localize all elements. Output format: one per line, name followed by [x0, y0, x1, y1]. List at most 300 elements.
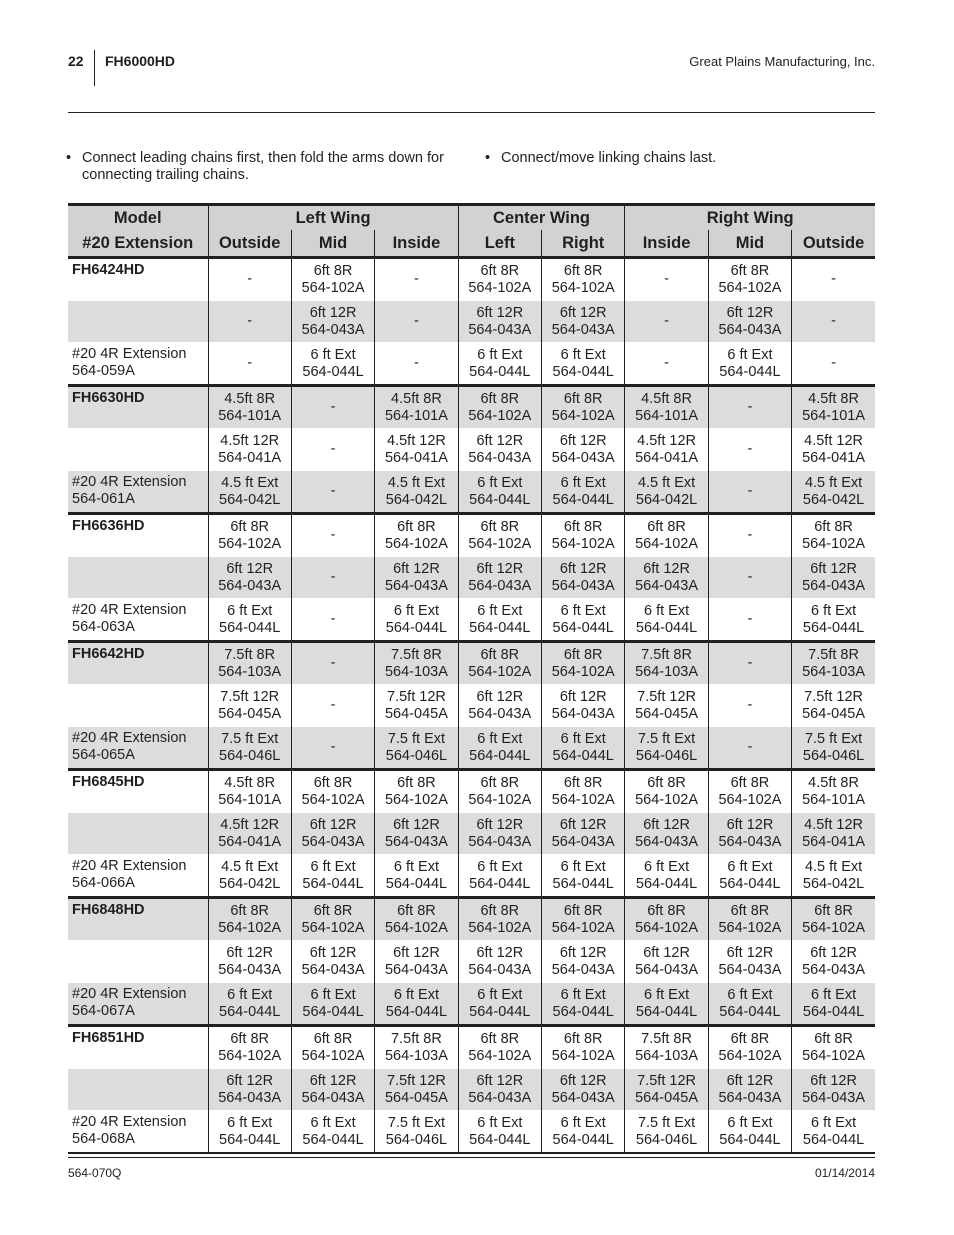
table-cell [625, 1069, 708, 1111]
model-name-cell: FH6851HD [68, 1026, 208, 1069]
table-cell [542, 258, 625, 301]
cell-line: 6ft 12R [810, 1072, 857, 1089]
cell-line: 6 ft Ext [477, 986, 523, 1003]
table-cell [375, 1026, 458, 1069]
cell-line: 564-044L [552, 747, 614, 764]
table-cell [208, 1111, 291, 1154]
cell-line: 564-103A [218, 663, 282, 680]
table-cell [458, 898, 541, 941]
cell-line: 6 ft Ext [560, 346, 606, 363]
cell-line: 7.5ft 8R [808, 646, 859, 663]
bullet-text: Connect/move linking chains last. [501, 150, 717, 166]
table-cell [625, 941, 708, 983]
table-row [68, 301, 875, 343]
table-cell [542, 898, 625, 941]
table-cell [625, 727, 708, 770]
table-cell [542, 770, 625, 813]
footer-rule [68, 1157, 875, 1158]
cell-line: 6ft 12R [309, 944, 357, 961]
extension-cell: #20 4R Extension 564-067A [68, 983, 208, 1026]
cell-line: - [247, 313, 253, 329]
cell-line: 6ft 12R [476, 688, 524, 705]
cell-line: - [330, 655, 336, 671]
cell-line: 6ft 12R [393, 944, 440, 961]
cell-line: - [831, 355, 836, 371]
cell-line: 564-044L [552, 363, 614, 380]
page-number: 22 [68, 53, 84, 69]
cell-line: 6ft 8R [730, 774, 770, 791]
cell-line: 6ft 8R [730, 902, 770, 919]
cell-line: 564-043A [551, 705, 615, 722]
cell-line: 6 ft Ext [227, 986, 273, 1003]
cell-line: 6ft 12R [559, 432, 607, 449]
cell-line: 564-102A [635, 535, 698, 552]
cell-line: 6ft 12R [810, 560, 857, 577]
cell-line: 6ft 12R [309, 304, 357, 321]
cell-line: 564-041A [218, 449, 282, 466]
table-cell [625, 1026, 708, 1069]
cell-line: 6 ft Ext [477, 602, 523, 619]
cell-line: 564-044L [469, 1131, 531, 1148]
cell-line: 6 ft Ext [643, 858, 690, 875]
cell-line: 564-044L [802, 1131, 865, 1148]
model-name-cell: FH6848HD [68, 898, 208, 941]
table-cell [375, 813, 458, 855]
extension-cell [68, 813, 208, 855]
table-row [68, 855, 875, 898]
table-row [68, 941, 875, 983]
table-cell [542, 1069, 625, 1111]
cell-line: 564-046L [635, 1131, 698, 1148]
table-cell [625, 301, 708, 343]
cell-line: 564-043A [384, 961, 448, 978]
extension-cell: #20 4R Extension 564-063A [68, 599, 208, 642]
model-name-cell: FH6636HD [68, 514, 208, 557]
cell-line: 6ft 8R [563, 646, 603, 663]
cell-line: 564-043A [468, 833, 532, 850]
table-cell [708, 471, 791, 514]
table-cell [792, 386, 875, 429]
cell-line: 564-102A [551, 791, 615, 808]
extension-cell: #20 4R Extension 564-068A [68, 1111, 208, 1154]
table-cell [375, 727, 458, 770]
table-cell [625, 855, 708, 898]
cell-line: - [747, 739, 753, 755]
table-body [68, 258, 875, 1154]
table-cell [291, 386, 374, 429]
subheader-left-mid: Mid [291, 230, 374, 258]
cell-line: 6ft 12R [559, 560, 607, 577]
cell-line: 564-043A [635, 961, 698, 978]
cell-line: 564-043A [551, 577, 615, 594]
cell-line: 6 ft Ext [227, 1114, 273, 1131]
extension-cell [68, 941, 208, 983]
table-cell [708, 813, 791, 855]
cell-line: 564-043A [551, 961, 615, 978]
table-cell [708, 258, 791, 301]
cell-line: 564-102A [468, 535, 532, 552]
cell-line: 564-044L [219, 1003, 281, 1020]
table-cell [625, 557, 708, 599]
table-cell [458, 1026, 541, 1069]
table-cell [625, 1111, 708, 1154]
cell-line: 564-102A [218, 535, 282, 552]
cell-line: 564-102A [551, 1047, 615, 1064]
cell-line: 564-044L [719, 363, 781, 380]
table-row [68, 599, 875, 642]
cell-line: 564-103A [384, 1047, 448, 1064]
cell-line: - [747, 655, 753, 671]
table-cell [792, 1069, 875, 1111]
cell-line: 564-103A [384, 663, 448, 680]
cell-line: 564-043A [635, 577, 698, 594]
table-cell [542, 941, 625, 983]
cell-line: 564-044L [219, 619, 281, 636]
cell-line: 4.5ft 8R [641, 390, 692, 407]
cell-line: 4.5ft 12R [637, 432, 696, 449]
subheader-right-mid: Mid [708, 230, 791, 258]
cell-line: 7.5ft 8R [224, 646, 276, 663]
table-cell [458, 941, 541, 983]
cell-line: 564-102A [468, 791, 532, 808]
table-row [68, 813, 875, 855]
table-cell [792, 599, 875, 642]
table-cell [458, 429, 541, 471]
table-cell [208, 983, 291, 1026]
cell-line: 6ft 8R [230, 902, 270, 919]
cell-line: 6ft 12R [393, 560, 440, 577]
cell-line: 564-041A [802, 449, 865, 466]
cell-line: 564-044L [302, 875, 364, 892]
cell-line: 564-043A [468, 449, 532, 466]
cell-line: 564-044L [552, 491, 614, 508]
table-cell [208, 258, 291, 301]
table-cell [291, 983, 374, 1026]
cell-line: 564-102A [218, 919, 282, 936]
cell-line: 564-043A [802, 961, 865, 978]
cell-line: 6ft 8R [480, 518, 520, 535]
extension-cell: #20 4R Extension 564-059A [68, 343, 208, 386]
cell-line: - [747, 697, 753, 713]
cell-line: 564-044L [469, 747, 531, 764]
cell-line: 6 ft Ext [560, 730, 606, 747]
table-cell [208, 685, 291, 727]
cell-line: 564-044L [552, 1131, 614, 1148]
cell-line: 6ft 8R [397, 774, 436, 791]
table-cell [458, 1111, 541, 1154]
table-group-header-row [68, 205, 875, 231]
table-cell [625, 770, 708, 813]
table-cell [708, 983, 791, 1026]
table-cell [458, 343, 541, 386]
cell-line: 564-043A [718, 833, 782, 850]
bullet-dot-icon: • [66, 150, 72, 166]
cell-line: 6ft 8R [563, 774, 603, 791]
cell-line: 7.5ft 12R [387, 688, 446, 705]
cell-line: 6ft 12R [643, 816, 690, 833]
cell-line: 6 ft Ext [310, 346, 356, 363]
cell-line: 6ft 8R [480, 902, 520, 919]
cell-line: 4.5ft 8R [391, 390, 442, 407]
cell-line: 4.5 ft Ext [387, 474, 446, 491]
cell-line: 564-043A [551, 1089, 615, 1106]
cell-line: 6ft 8R [730, 262, 770, 279]
cell-line: 564-043A [301, 833, 365, 850]
subheader-center-right: Right [542, 230, 625, 258]
cell-line: 564-044L [302, 1003, 364, 1020]
table-cell [208, 599, 291, 642]
table-cell [792, 770, 875, 813]
company-name: Great Plains Manufacturing, Inc. [689, 54, 875, 69]
extension-cell [68, 1069, 208, 1111]
table-cell [291, 1069, 374, 1111]
cell-line: 564-043A [802, 1089, 865, 1106]
cell-line: 564-043A [551, 833, 615, 850]
cell-line: 6ft 8R [313, 262, 353, 279]
cell-line: 6 ft Ext [810, 986, 857, 1003]
cell-line: 6ft 8R [480, 774, 520, 791]
cell-line: 564-043A [301, 321, 365, 338]
cell-line: 6ft 12R [226, 1072, 274, 1089]
table-cell [208, 471, 291, 514]
cell-line: 564-044L [802, 1003, 865, 1020]
cell-line: 6ft 8R [814, 902, 853, 919]
cell-line: 564-103A [635, 663, 698, 680]
table-row [68, 471, 875, 514]
cell-line: 564-043A [218, 577, 282, 594]
cell-line: - [330, 441, 336, 457]
table-cell [291, 343, 374, 386]
document-number: 564-070Q [68, 1166, 122, 1180]
table-cell [542, 471, 625, 514]
table-row [68, 727, 875, 770]
table-sub-header-row [68, 230, 875, 258]
cell-line: 564-041A [802, 833, 865, 850]
model-name-cell: FH6630HD [68, 386, 208, 429]
table-cell [375, 386, 458, 429]
extension-cell: #20 4R Extension 564-061A [68, 471, 208, 514]
bullet-text: Connect leading chains first, then fold the arms down for connecting trailing chains. [82, 150, 444, 183]
table-cell [542, 301, 625, 343]
cell-line: 564-043A [468, 1089, 532, 1106]
cell-line: 6 ft Ext [477, 730, 523, 747]
cell-line: - [664, 271, 669, 287]
cell-line: - [747, 527, 753, 543]
document-date: 01/14/2014 [814, 1166, 875, 1180]
cell-line: 6 ft Ext [810, 1114, 857, 1131]
cell-line: 4.5ft 8R [224, 390, 276, 407]
table-cell [625, 514, 708, 557]
cell-line: 6 ft Ext [727, 858, 773, 875]
cell-line: 564-043A [718, 321, 782, 338]
cell-line: 6 ft Ext [727, 1114, 773, 1131]
table-cell [542, 599, 625, 642]
cell-line: 564-102A [551, 279, 615, 296]
table-cell [708, 642, 791, 685]
cell-line: 564-042L [802, 491, 865, 508]
cell-line: 564-043A [635, 833, 698, 850]
cell-line: 564-043A [468, 321, 532, 338]
cell-line: 564-043A [384, 833, 448, 850]
table-cell [375, 429, 458, 471]
cell-line: 564-102A [384, 791, 448, 808]
table-cell [625, 471, 708, 514]
cell-line: 6ft 12R [726, 816, 774, 833]
cell-line: 564-043A [468, 961, 532, 978]
cell-line: 564-046L [385, 1131, 448, 1148]
table-cell [708, 514, 791, 557]
cell-line: 6ft 12R [559, 688, 607, 705]
table-cell [792, 855, 875, 898]
table-cell [375, 898, 458, 941]
cell-line: 4.5ft 12R [804, 432, 863, 449]
cell-line: 564-041A [384, 449, 448, 466]
cell-line: 564-102A [718, 791, 782, 808]
table-cell [708, 386, 791, 429]
table-cell [625, 343, 708, 386]
cell-line: 564-046L [385, 747, 448, 764]
cell-line: - [330, 483, 336, 499]
cell-line: 6ft 12R [726, 1072, 774, 1089]
cell-line: 6ft 12R [643, 944, 690, 961]
table-row [68, 1026, 875, 1069]
table-cell [291, 898, 374, 941]
table-cell [458, 557, 541, 599]
cell-line: 564-102A [468, 407, 532, 424]
cell-line: 4.5 ft Ext [637, 474, 696, 491]
table-cell [792, 1111, 875, 1154]
cell-line: - [831, 271, 836, 287]
cell-line: 6ft 8R [563, 390, 603, 407]
cell-line: 564-102A [301, 919, 365, 936]
cell-line: 564-044L [719, 1131, 781, 1148]
cell-line: 6 ft Ext [560, 474, 606, 491]
cell-line: 6 ft Ext [477, 474, 523, 491]
table-cell [458, 1069, 541, 1111]
cell-line: 564-045A [802, 705, 865, 722]
cell-line: 6 ft Ext [643, 602, 690, 619]
cell-line: 6ft 8R [397, 902, 436, 919]
cell-line: 564-102A [718, 919, 782, 936]
table-cell [375, 471, 458, 514]
table-cell [542, 386, 625, 429]
cell-line: 564-043A [384, 577, 448, 594]
table-cell [792, 642, 875, 685]
table-cell [708, 855, 791, 898]
table-cell [375, 770, 458, 813]
cell-line: 4.5 ft Ext [804, 858, 863, 875]
table-cell [792, 685, 875, 727]
cell-line: 564-044L [469, 619, 531, 636]
manual-title: FH6000HD [105, 53, 176, 69]
cell-line: 564-046L [219, 747, 281, 764]
cell-line: 564-044L [552, 875, 614, 892]
table-cell [291, 1111, 374, 1154]
cell-line: - [747, 399, 753, 415]
table-cell [458, 599, 541, 642]
cell-line: 564-102A [802, 919, 865, 936]
cell-line: - [330, 611, 336, 627]
cell-line: 564-042L [385, 491, 448, 508]
table-cell [708, 301, 791, 343]
table-cell [208, 429, 291, 471]
table-cell [375, 301, 458, 343]
cell-line: 6ft 12R [476, 304, 524, 321]
cell-line: 564-044L [385, 1003, 448, 1020]
cell-line: 564-044L [469, 875, 531, 892]
table-row [68, 898, 875, 941]
table-cell [375, 941, 458, 983]
cell-line: 6ft 12R [309, 1072, 357, 1089]
table-cell [625, 642, 708, 685]
table-row [68, 642, 875, 685]
table-cell [458, 258, 541, 301]
table-cell [208, 557, 291, 599]
subheader-extension: #20 Extension [68, 230, 208, 258]
table-cell [291, 685, 374, 727]
table-cell [625, 898, 708, 941]
cell-line: 6 ft Ext [477, 1114, 523, 1131]
cell-line: 564-102A [384, 535, 448, 552]
table-cell [208, 941, 291, 983]
cell-line: - [747, 611, 753, 627]
table-cell [375, 642, 458, 685]
cell-line: 564-042L [802, 875, 865, 892]
bullet-item [66, 150, 466, 184]
table-cell [625, 386, 708, 429]
cell-line: 6ft 12R [476, 1072, 524, 1089]
table-cell [208, 386, 291, 429]
cell-line: - [414, 355, 419, 371]
cell-line: 6ft 12R [559, 816, 607, 833]
cell-line: 6 ft Ext [393, 986, 439, 1003]
extension-cell: #20 4R Extension 564-066A [68, 855, 208, 898]
table-cell [625, 983, 708, 1026]
cell-line: 564-102A [718, 1047, 782, 1064]
cell-line: 564-101A [802, 407, 865, 424]
cell-line: 564-045A [384, 705, 448, 722]
cell-line: 564-043A [551, 321, 615, 338]
table-row [68, 685, 875, 727]
cell-line: 564-101A [802, 791, 865, 808]
cell-line: 564-045A [384, 1089, 448, 1106]
table-row [68, 983, 875, 1026]
table-cell [542, 1111, 625, 1154]
subheader-left-inside: Inside [375, 230, 458, 258]
cell-line: 564-044L [719, 875, 781, 892]
cell-line: 4.5 ft Ext [221, 474, 279, 491]
table-row [68, 386, 875, 429]
cell-line: 564-101A [218, 791, 282, 808]
table-cell [792, 301, 875, 343]
cell-line: 4.5 ft Ext [221, 858, 279, 875]
cell-line: 6 ft Ext [310, 858, 356, 875]
table-cell [208, 727, 291, 770]
cell-line: 7.5ft 12R [637, 1072, 696, 1089]
table-cell [542, 514, 625, 557]
table-cell [458, 685, 541, 727]
table-cell [208, 343, 291, 386]
cell-line: 6 ft Ext [560, 858, 606, 875]
table-cell [291, 301, 374, 343]
cell-line: 7.5 ft Ext [387, 1114, 446, 1131]
table-cell [542, 1026, 625, 1069]
cell-line: 6ft 8R [480, 646, 520, 663]
cell-line: 564-044L [635, 1003, 698, 1020]
cell-line: - [330, 399, 336, 415]
cell-line: 564-044L [552, 1003, 614, 1020]
table-cell [792, 941, 875, 983]
